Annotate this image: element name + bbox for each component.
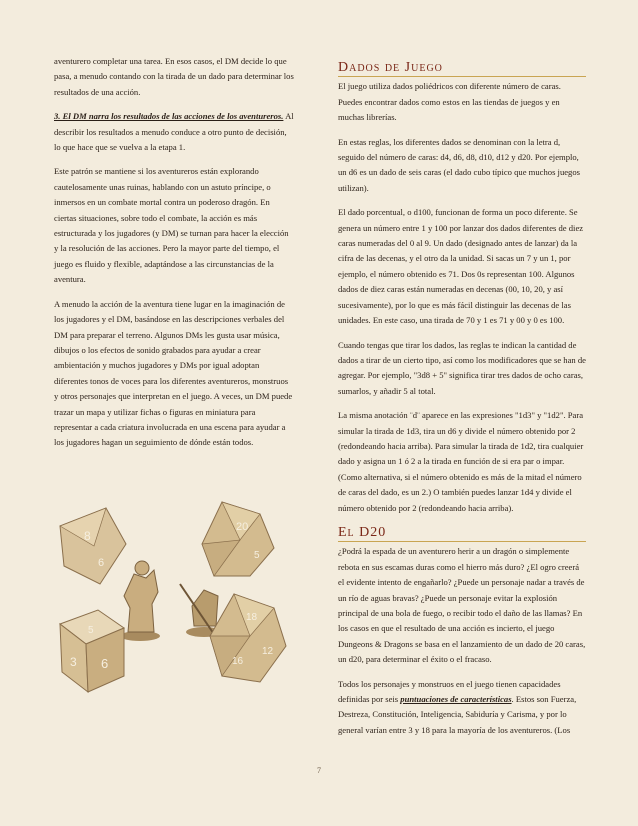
paragraph-ability-scores [338,677,586,739]
paragraph: Cuando tengas que tirar los dados, las reglas te indican la cantidad de dados a tirar de un cierto tipo, así como los modificadores que se han de agregar. Por ejemplo, "3d8 + 5" significa tirar tres dados de ocho caras, sumarlos, y añadir 5 al total. [338,339,586,396]
d20-die-top [202,502,274,576]
d20-face-label: 5 [254,550,260,561]
miniature-figure-left [120,561,160,641]
paragraph-step-3 [54,109,294,155]
paragraph: ¿Podrá la espada de un aventurero herir a un dragón o simplemente rebota en sus escamas duras como el hierro más duro? ¿El ogro creerá el evidente intento de engañarlo? ¿Puede un personaje nadar a través de un río de aguas bravas? ¿Puede un personaje evitar la explosión principal de una bola de fuego, o recibir todo el daño de las llamas? En los casos en que el resultado de una acción es incierto, el juego Dungeons & Dragons se basa en el lanzamiento de un dado de 20 caras, un d20, para determinar el éxito o el fracaso. [338,546,586,665]
page-number: 7 [317,766,321,775]
paragraph: Este patrón se mantiene si los aventureros están explorando cautelosamente unas ruinas, hablando con un astuto príncipe, o inmersos en un combate mortal contra un poderoso dragón. En ciertas situaciones, sobre todo el combate, la acción es más estructurada y los jugadores (y DM) se turnan para hacer la elección y la resolución de las acciones. Pero la mayor parte del tiempo, el juego es fluido y flexible, adaptándose a las circunstancias de la aventura. [54,166,289,285]
d6-face-label: 5 [88,625,94,636]
d20-face-label: 18 [246,612,258,623]
step-3-title: 3. El DM narra los resultados de las acciones de los aventureros. [54,111,284,122]
text: . Estos son Fuerza, Destreza, Constitución, Inteligencia, Sabiduría y Carisma, y por lo general varían entre 3 y 18 para la mayoría de los aventureros. (Los [338,694,577,735]
paragraph: aventurero completar una tarea. En esos casos, el DM decide lo que pasa, a menudo contando con la tirada de un dado para determinar los resultados de una acción. [54,56,294,97]
d6-face-label: 3 [70,655,77,669]
paragraph: La misma anotación ¨d¨ aparece en las expresiones "1d3" y "1d2". Para simular la tirada de 1d3, tira un d6 y divide el número obtenido por 2 (redondeando hacia arriba). Para simular la tirada de 1d2, tira cualquier dado y asigna un 1 ó 2 a la tirada en función de si era par o impar. (Como alternativa, si el número obtenido es más de la mitad el número de caras del dado, es un 2.) O también puedes lanzar 1d4 y divide el número obtenido por 2 (redondeando hacia arriba). [338,410,584,513]
d20-face-label: 12 [262,646,274,657]
d6-face-label: 6 [101,656,109,671]
ability-scores-term: puntuaciones de características [400,694,512,705]
section-heading-dados-de-juego: Dados de Juego [338,60,586,77]
paragraph: En estas reglas, los diferentes dados se denominan con la letra d, seguido del número de caras: d4, d6, d8, d10, d12 y d20. Por ejemplo, un d6 es un dado de seis caras (el dado cubo típico que muchos juegos utilizan). [338,136,580,193]
d8-die [60,508,126,584]
section-heading-el-d20: El D20 [338,525,586,542]
right-column [338,60,586,747]
d20-face-label: 16 [232,656,244,667]
paragraph: El juego utiliza dados poliédricos con diferente número de caras. Puedes encontrar dados como estos en las tiendas de juegos y en muchas librerías. [338,81,561,123]
text: Todos los personajes y monstruos en el juego tienen capacidades definidas por seis [338,678,561,705]
dice-and-miniatures-illustration [54,496,294,696]
paragraph: El dado porcentual, o d100, funcionan de forma un poco diferente. Se genera un número entre 1 y 100 por lanzar dos dados diferentes de diez caras numeradas del 0 al 9. Un dado (designado antes de lanzar) da la cifra de las decenas, y el otro da la unidad. Si sacas un 7 y un 1, por ejemplo, el número obtenido es 71. Dos 0s representan 100. Algunos dados de diez caras están numeradas en decenas (00, 10, 20, y así sucesivamente), por lo que es más fácil distinguir las decenas de las unidades. En este caso, una tirada de 70 y 1 es 71 y 00 y 0 es 100. [338,207,584,326]
left-column [54,54,294,460]
step-3-text: Al describir los resultados a menudo conduce a otro punto de decisión, lo que hace que se vuelva a la etapa 1. [54,111,294,153]
d20-die-bottom [210,594,286,682]
paragraph: A menudo la acción de la aventura tiene lugar en la imaginación de los jugadores y el DM, basándose en las descripciones verbales del DM para preparar el terreno. Algunos DMs les gusta usar música, dibujos o los efectos de sonido grabados para ayudar a crear ambientación y muchos jugadores y DMs por igual adoptan diferentes tonos de voces para los diferentes aventureros, monstruos y otros personajes que interpretan en el juego. A veces, un DM puede trazar un mapa y utilizar fichas o figuras en miniatura para representar a cada criatura involucrada en una escena para ayudar a los jugadores hagan un seguimiento de dónde están todos. [54,298,293,448]
d8-face-label: 8 [84,529,91,543]
d6-die [60,610,124,692]
d20-face-label: 20 [236,521,249,533]
d8-face-label: 6 [98,557,105,569]
